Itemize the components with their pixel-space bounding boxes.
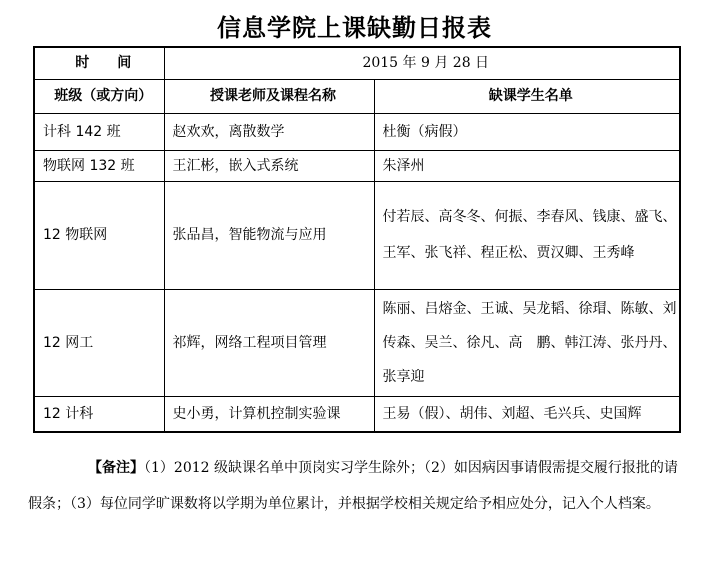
row-class: 计科 142 班: [34, 113, 164, 150]
table-row: [34, 396, 680, 432]
header-class: 班级（或方向）: [34, 79, 164, 113]
table-row: [34, 181, 680, 289]
remarks-text: （1）2012 级缺课名单中顶岗实习学生除外；（2）如因病因事请假需提交履行报批的请假条；（3）每位同学旷课数将以学期为单位累计，并根据学校相关规定给予相应处分，记入个人档案。: [28, 460, 678, 512]
row-absent-list: 王易（假）、胡伟、刘超、毛兴兵、史国辉: [374, 396, 680, 432]
row-teacher-course: 赵欢欢，离散数学: [164, 113, 374, 150]
row-class: 12 网工: [34, 289, 164, 396]
header-absent: 缺课学生名单: [374, 79, 680, 113]
table-row: [34, 150, 680, 181]
header-row: [34, 79, 680, 113]
row-class: 物联网 132 班: [34, 150, 164, 181]
row-teacher-course: 张品昌，智能物流与应用: [164, 181, 374, 289]
row-teacher-course: 史小勇，计算机控制实验课: [164, 396, 374, 432]
row-teacher-course: 祁辉，网络工程项目管理: [164, 289, 374, 396]
page-title: 信息学院上课缺勤日报表: [217, 13, 492, 42]
table-row: [34, 113, 680, 150]
row-class: 12 物联网: [34, 181, 164, 289]
absence-table: [33, 46, 681, 433]
row-absent-list: 陈丽、吕熔金、王诚、吴龙韬、徐瑁、陈敏、刘传森、吴兰、徐凡、高 鹏、韩江涛、张丹丹、张享迎: [374, 289, 680, 396]
row-absent-list: 朱泽州: [374, 150, 680, 181]
row-teacher-course: 王汇彬，嵌入式系统: [164, 150, 374, 181]
header-teacher-course: 授课老师及课程名称: [164, 79, 374, 113]
time-row: [34, 47, 680, 79]
remarks: [28, 450, 688, 522]
row-class: 12 计科: [34, 396, 164, 432]
row-absent-list: 付若辰、高冬冬、何振、李春风、钱康、盛飞、王军、张飞祥、程正松、贾汉卿、王秀峰: [374, 181, 680, 289]
row-absent-list: 杜衡（病假）: [374, 113, 680, 150]
report-date: 2015 年 9 月 28 日: [164, 47, 680, 79]
table-row: [34, 289, 680, 396]
time-label: 时 间: [34, 47, 164, 79]
remarks-label: 【备注】: [88, 460, 144, 476]
